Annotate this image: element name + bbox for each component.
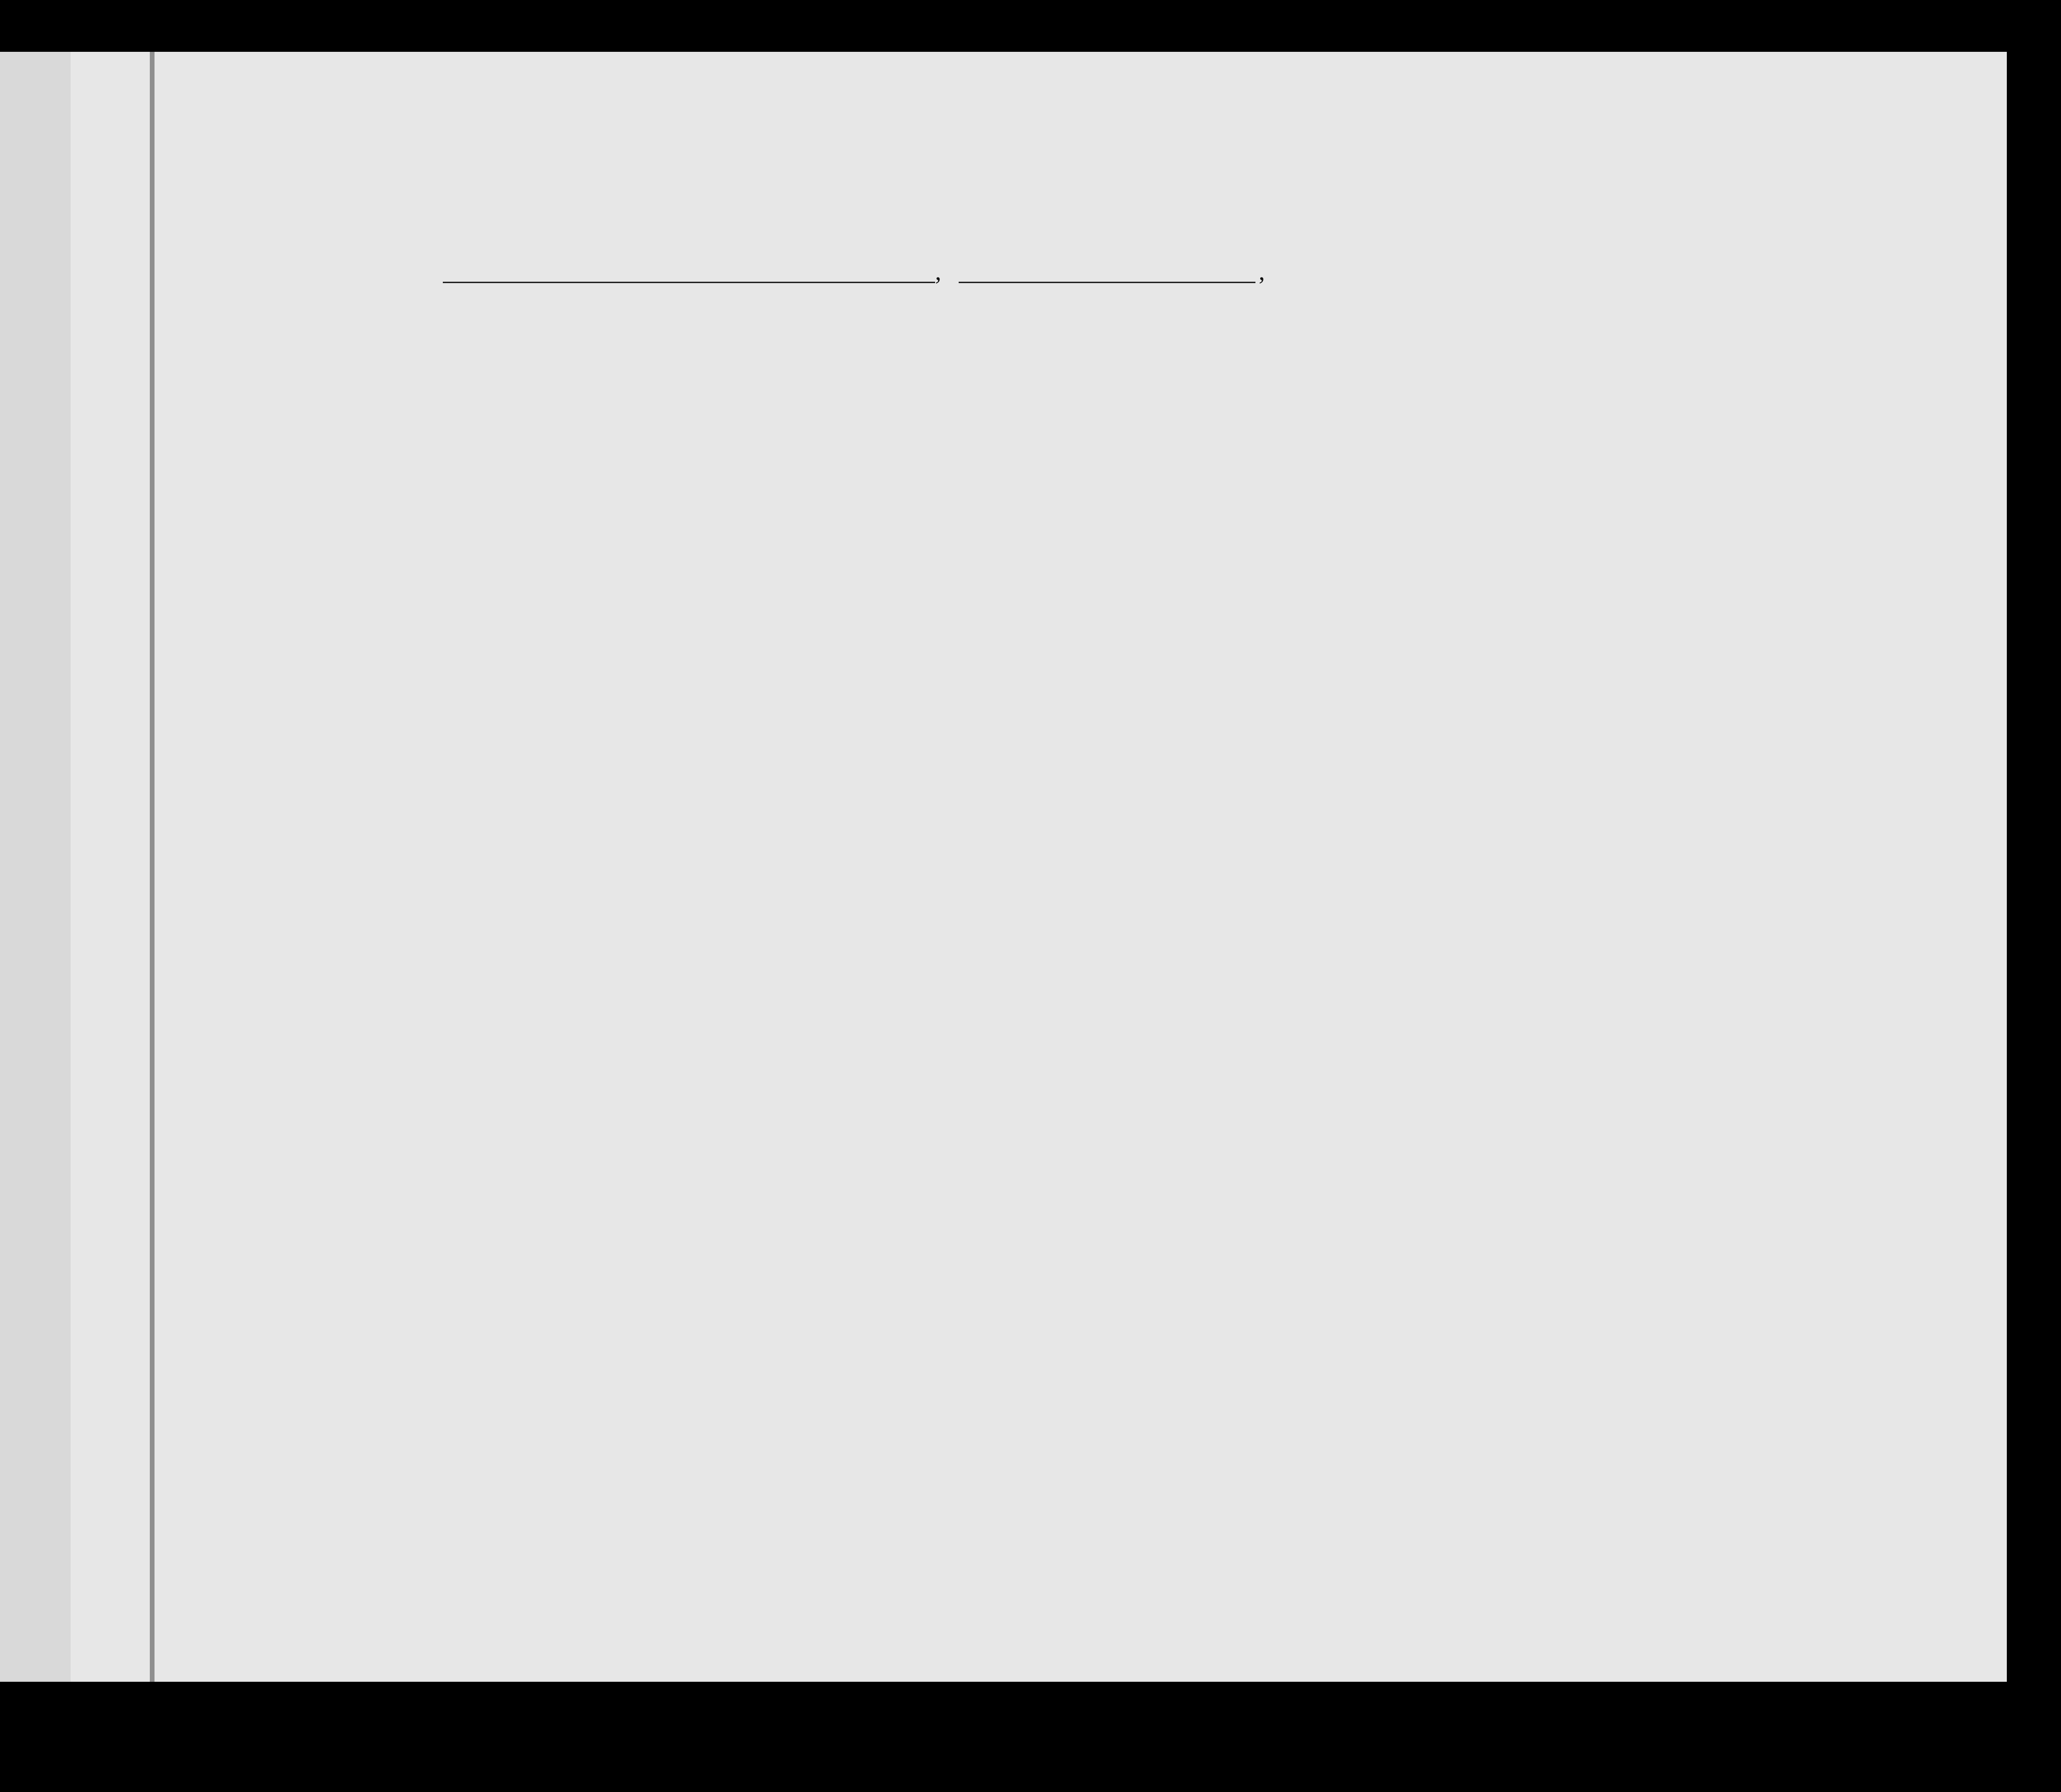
header-purpose-citizen bbox=[1312, 353, 1340, 462]
header-deported bbox=[1526, 344, 1562, 462]
header-overthrow bbox=[1434, 344, 1477, 462]
header-offer bbox=[1482, 344, 1517, 462]
comma: , bbox=[1259, 259, 1265, 285]
header-money bbox=[794, 344, 822, 457]
header-feet bbox=[1681, 424, 1700, 457]
header-purpose-return bbox=[1213, 353, 1255, 462]
header-inches bbox=[1702, 424, 1720, 457]
header-polygamist bbox=[1383, 344, 1401, 462]
header-anarchist bbox=[1409, 344, 1427, 462]
header-prison bbox=[1350, 344, 1376, 462]
header-ticket bbox=[678, 344, 707, 452]
header-purpose-length bbox=[1260, 353, 1303, 462]
comma: , bbox=[935, 259, 941, 285]
